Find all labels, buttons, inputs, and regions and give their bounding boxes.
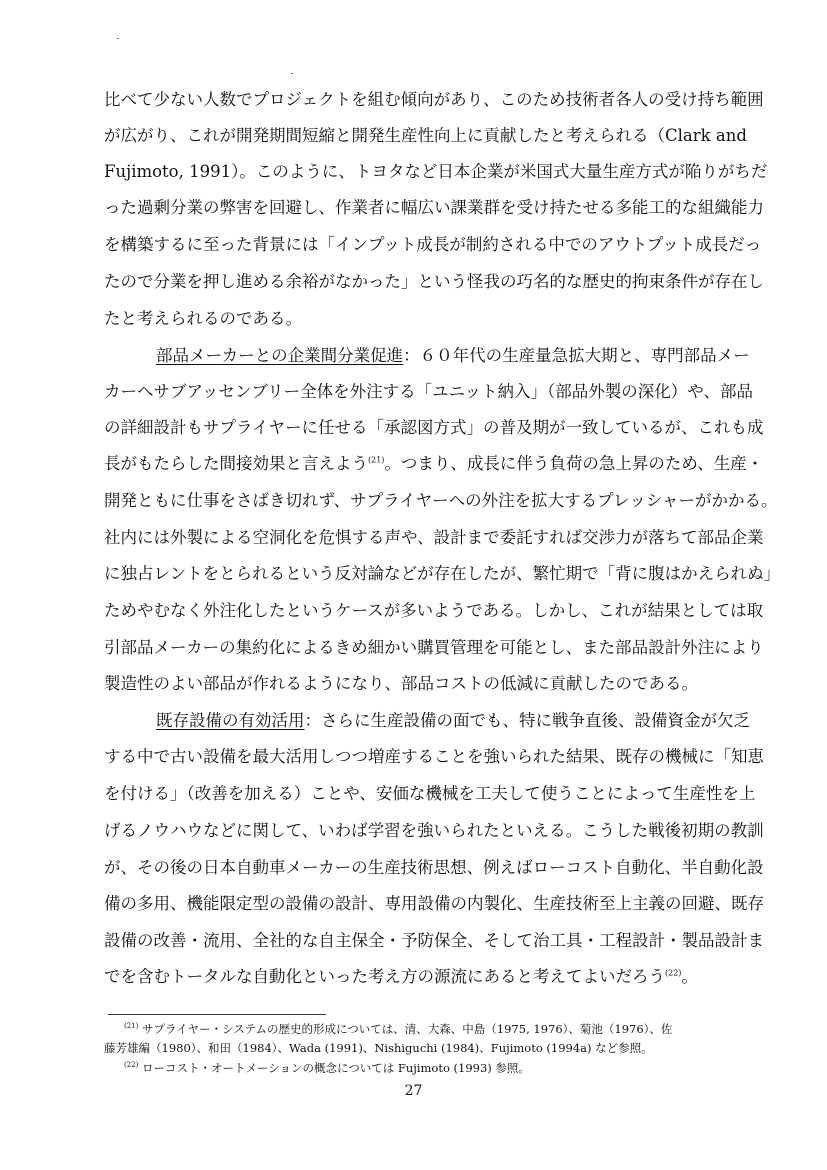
footnote-22: [124, 1060, 784, 1076]
footnote-mark: (22): [124, 1061, 139, 1070]
body-text: 。つまり、成長に伴う負荷の急上昇のため、生産・: [384, 454, 764, 473]
section-paragraph-start: [156, 710, 780, 732]
footnote-mark: (21): [124, 1022, 139, 1031]
body-text: 長がもたらした間接効果と言えよう: [104, 454, 368, 473]
body-line-with-footnote: [104, 453, 780, 475]
scan-speck: [291, 73, 293, 74]
footnote-divider: [108, 1014, 326, 1015]
body-line: げるノウハウなどに関して、いわば学習を強いられたといえる。こうした戦後初期の教訓: [104, 821, 764, 840]
section-heading-supplier: 部品メーカーとの企業間分業促進: [156, 346, 404, 365]
section-heading-equipment: 既存設備の有効活用: [156, 711, 305, 730]
body-line: の詳細設計もサプライヤーに任せる「承認図方式」の普及期が一致しているが、これも成: [104, 418, 764, 437]
body-line: 製造性のよい部品が作れるようになり、部品コストの低減に貢献したのである。: [104, 674, 698, 693]
body-line-with-footnote: [104, 966, 780, 988]
body-line: 引部品メーカーの集約化によるきめ細かい購買管理を可能とし、また部品設計外注により: [104, 638, 764, 657]
body-line: を構築するに至った背景には「インプット成長が制約される中でのアウトプット成長だっ: [104, 235, 762, 254]
body-line: する中で古い設備を最大活用しつつ増産することを強いられた結果、既存の機械に「知恵: [104, 747, 764, 766]
body-line: 設備の改善・流用、全社的な自主保全・予防保全、そして治工具・工程設計・製品設計ま: [104, 931, 764, 950]
body-line: たと考えられるのである。: [104, 309, 302, 328]
body-line: カーへサブアッセンブリー全体を外注する「ユニット納入」（部品外製の深化）や、部品: [104, 382, 753, 401]
body-line: 開発ともに仕事をさばき切れず、サプライヤーへの外注を拡大するプレッシャーがかかる。: [104, 491, 778, 510]
footnote-text: ローコスト・オートメーションの概念については Fujimoto (1993) 参照。: [142, 1061, 530, 1075]
footnote-ref[interactable]: (22): [665, 968, 682, 978]
body-line: が広がり、これが開発期間短縮と開発生産性向上に貢献したと考えられる（Clark and: [104, 126, 747, 145]
footnote-21-continued: 藤芳雄編（1980）、和田（1984）、Wada (1991)、Nishiguchi (1984)、Fujimoto (1994a) など参照。: [104, 1041, 653, 1055]
body-line: 備の多用、機能限定型の設備の設計、専用設備の内製化、生産技術至上主義の回避、既存: [104, 894, 764, 913]
body-line: が、その後の日本自動車メーカーの生産技術思想、例えばローコスト自動化、半自動化設: [104, 858, 764, 877]
body-text: 。: [681, 967, 698, 986]
footnote-21: [124, 1021, 784, 1037]
footnote-ref[interactable]: (21): [368, 455, 385, 465]
body-line: に独占レントをとられるという反対論などが存在したが、繁忙期で「背に腹はかえられぬ」: [104, 564, 780, 583]
body-line: 比べて少ない人数でプロジェクトを組む傾向があり、このため技術者各人の受け持ち範囲: [104, 90, 764, 109]
body-line: Fujimoto, 1991）。このように、トヨタなど日本企業が米国式大量生産方式が陥りがちだ: [104, 162, 768, 181]
section-paragraph-start: [156, 345, 780, 367]
body-line: 社内には外製による空洞化を危惧する声や、設計まで委託すれば交渉力が落ちて部品企業: [104, 528, 764, 547]
body-line: ためやむなく外注化したというケースが多いようである。しかし、これが結果としては取: [104, 601, 764, 620]
footnote-text: サプライヤー・システムの歴史的形成については、清、大森、中島（1975, 1976）、菊池（1976）、佐: [142, 1022, 673, 1036]
scan-speck: [117, 38, 119, 39]
body-line: たので分業を押し進める余裕がなかった」という怪我の巧名的な歴史的拘束条件が存在し: [104, 272, 764, 291]
section-intro-text: ：６０年代の生産量急拡大期と、専門部品メー: [403, 346, 750, 365]
page-number: 27: [404, 1083, 423, 1099]
body-text: でを含むトータルな自動化といった考え方の源流にあると考えてよいだろう: [104, 967, 665, 986]
body-line: った過剰分業の弊害を回避し、作業者に幅広い課業群を受け持たせる多能工的な組織能力: [104, 198, 764, 217]
body-line: を付ける」（改善を加える）ことや、安価な機械を工夫して使うことによって生産性を上: [104, 784, 756, 803]
section-intro-text: ：さらに生産設備の面でも、特に戦争直後、設備資金が欠乏: [304, 711, 750, 730]
